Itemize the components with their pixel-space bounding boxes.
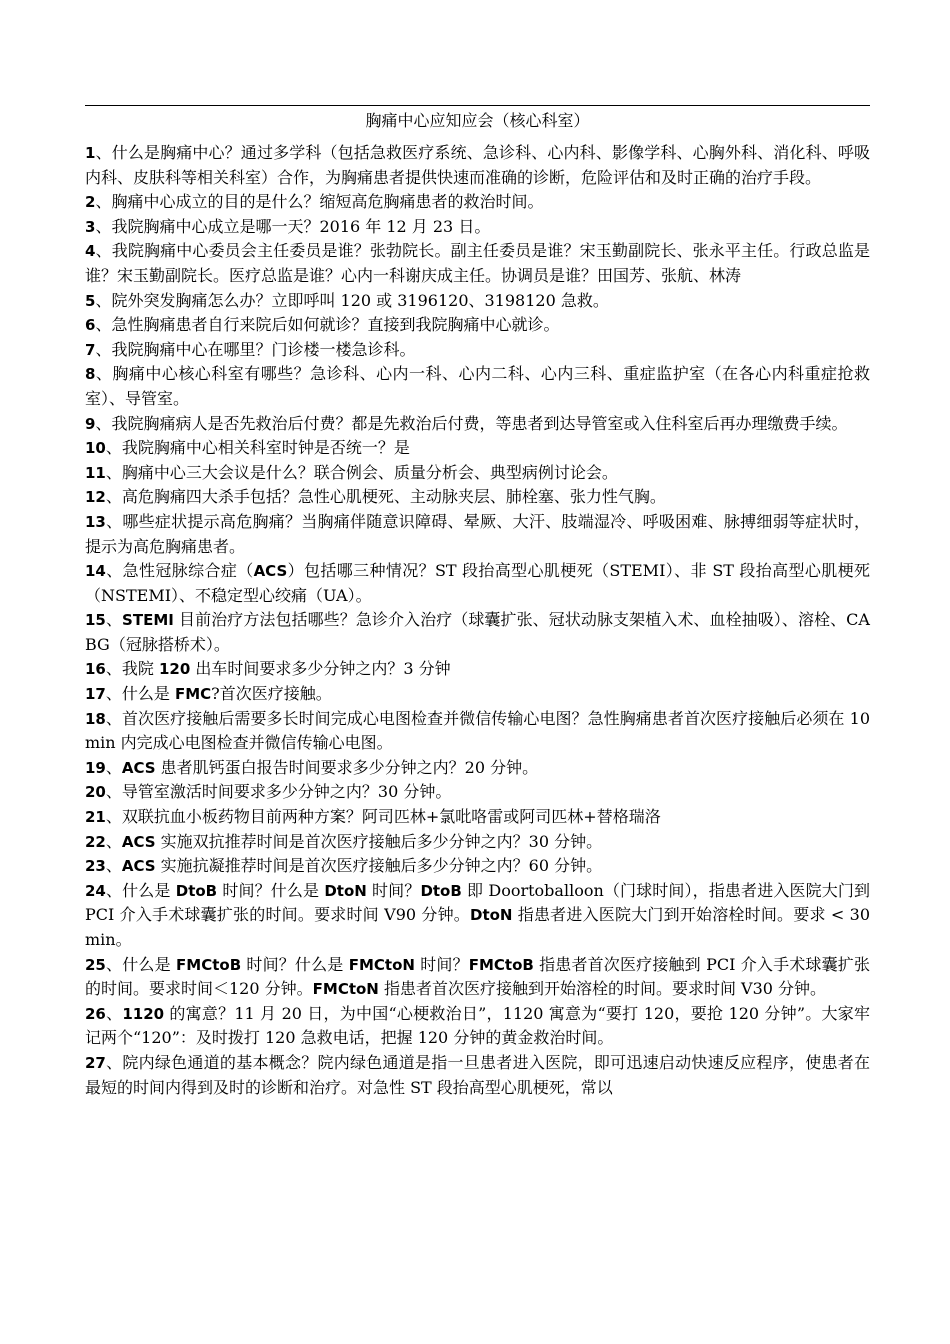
qa-item-term: ACS bbox=[121, 832, 156, 851]
qa-item-separator: 、 bbox=[105, 487, 122, 507]
qa-item-text: 实施双抗推荐时间是首次医疗接触后多少分钟之内？30 分钟。 bbox=[155, 831, 603, 851]
qa-item-text: 院内绿色通道的基本概念？院内绿色通道是指一旦患者进入医院，即可迅速启动快速反应程序，使患者在最短的时间内得到及时的诊断和治疗。对急性 ST 段抬高型心肌梗死，常以 bbox=[85, 1052, 870, 1097]
qa-item-term: ACS bbox=[121, 758, 156, 777]
qa-item-text: 的寓意？11 月 20 日，为中国“心梗救治日”，1120 寓意为“要打 120，要抢 120 分钟”。大家牢记两个“120”：及时拨打 120 急救电话，把握 120 分钟的黄金救治时间。 bbox=[85, 1003, 870, 1048]
qa-item-term: FMCtoB bbox=[468, 955, 534, 974]
qa-item-text: 双联抗血小板药物目前两种方案？阿司匹林+氯吡咯雷或阿司匹林+替格瑞洛 bbox=[121, 807, 661, 827]
qa-item bbox=[85, 461, 870, 486]
qa-item-term: ACS bbox=[253, 562, 288, 581]
qa-item-separator: 、 bbox=[105, 708, 122, 728]
qa-item-number: 20 bbox=[85, 783, 106, 802]
document-title: 胸痛中心应知应会（核心科室） bbox=[365, 111, 590, 130]
qa-item-number: 6 bbox=[85, 316, 96, 335]
qa-item-separator: 、 bbox=[105, 1052, 123, 1072]
qa-item-text: 胸痛中心核心科室有哪些？急诊科、心内一科、心内二科、心内三科、重症监护室（在各心内科重症抢救室）、导管室。 bbox=[85, 364, 870, 408]
qa-item-number: 5 bbox=[85, 291, 96, 310]
qa-item-separator: 、 bbox=[95, 192, 112, 212]
qa-item-number: 3 bbox=[85, 217, 96, 236]
qa-item-term: 120 bbox=[158, 660, 191, 679]
qa-item bbox=[85, 313, 870, 338]
qa-item bbox=[85, 830, 870, 855]
qa-item-separator: 、 bbox=[95, 413, 112, 433]
qa-item-number: 27 bbox=[85, 1053, 106, 1072]
qa-item-term: FMCtoN bbox=[312, 980, 379, 999]
qa-item-separator: 、 bbox=[105, 610, 123, 630]
qa-item-text: 指患者进入医院大门到开始溶栓时间。要求 < 30min。 bbox=[85, 905, 870, 949]
qa-item-separator: 、 bbox=[95, 216, 112, 236]
qa-item-term: FMCtoN bbox=[348, 955, 415, 974]
qa-item-separator: 、 bbox=[105, 856, 122, 876]
qa-item-number: 21 bbox=[85, 808, 106, 827]
qa-item-text: 指患者首次医疗接触到开始溶栓的时间。要求时间 V30 分钟。 bbox=[378, 979, 827, 999]
qa-item bbox=[85, 289, 870, 314]
qa-item-text: 时间？什么是 bbox=[241, 954, 349, 974]
qa-item bbox=[85, 953, 870, 1002]
qa-item-number: 9 bbox=[85, 414, 96, 433]
header-rule bbox=[85, 105, 870, 106]
qa-item-term: DtoB bbox=[175, 881, 218, 900]
qa-item-number: 19 bbox=[85, 758, 106, 777]
qa-item-text: 导管室激活时间要求多少分钟之内？30 分钟。 bbox=[121, 782, 452, 802]
qa-item bbox=[85, 510, 870, 559]
qa-item-text: 指患者首次医疗接触到 PCI 介入手术球囊扩张的时间。要求时间＜120 分钟。 bbox=[85, 954, 870, 999]
qa-item-text: 急性胸痛患者自行来院后如何就诊？直接到我院胸痛中心就诊。 bbox=[111, 315, 560, 335]
qa-item bbox=[85, 215, 870, 240]
qa-item bbox=[85, 780, 870, 805]
qa-item-number: 1 bbox=[85, 144, 96, 162]
qa-list bbox=[85, 141, 870, 1100]
qa-item-text: 实施抗凝推荐时间是首次医疗接触后多少分钟之内？60 分钟。 bbox=[155, 856, 603, 876]
qa-item-number: 2 bbox=[85, 193, 96, 212]
qa-item-separator: 、 bbox=[105, 438, 122, 458]
qa-item-number: 13 bbox=[85, 512, 106, 531]
qa-item-text: 目前治疗方法包括哪些？急诊介入治疗（球囊扩张、冠状动脉支架植入术、血栓抽吸）、溶栓、CABG（冠脉搭桥术）。 bbox=[85, 610, 870, 654]
qa-item-separator: 、 bbox=[105, 659, 122, 679]
qa-item-separator: 、 bbox=[95, 315, 112, 335]
qa-item-separator: 、 bbox=[95, 290, 112, 310]
qa-item-number: 15 bbox=[85, 611, 106, 630]
qa-item-number: 12 bbox=[85, 488, 106, 507]
qa-item bbox=[85, 559, 870, 608]
qa-item-separator: 、 bbox=[105, 831, 122, 851]
qa-item-text: 首次医疗接触后需要多长时间完成心电图检查并微信传输心电图？急性胸痛患者首次医疗接触后必须在 10min 内完成心电图检查并微信传输心电图。 bbox=[85, 708, 870, 753]
qa-item-number: 16 bbox=[85, 660, 106, 679]
qa-item bbox=[85, 657, 870, 682]
qa-item-text: ?首次医疗接触。 bbox=[211, 684, 332, 704]
qa-item-number: 7 bbox=[85, 340, 96, 359]
qa-item-number: 25 bbox=[85, 955, 106, 974]
qa-item bbox=[85, 805, 870, 830]
qa-item-number: 18 bbox=[85, 709, 106, 728]
qa-item-text: 时间？ bbox=[366, 880, 421, 900]
qa-item-text: 什么是胸痛中心？通过多学科（包括急救医疗系统、急诊科、心内科、影像学科、心胸外科、消化科、呼吸内科、皮肤科等相关科室）合作，为胸痛患者提供快速而准确的诊断，危险评估和及时正确的治疗手段。 bbox=[85, 143, 870, 187]
qa-item-text: 时间？什么是 bbox=[217, 880, 325, 900]
qa-item-text: 哪些症状提示高危胸痛？当胸痛伴随意识障碍、晕厥、大汗、肢端湿冷、呼吸困难、脉搏细弱等症状时，提示为高危胸痛患者。 bbox=[85, 511, 870, 556]
qa-item-separator: 、 bbox=[95, 364, 113, 384]
qa-item-text: 胸痛中心成立的目的是什么？缩短高危胸痛患者的救治时间。 bbox=[111, 192, 544, 212]
qa-item-number: 26 bbox=[85, 1004, 106, 1023]
qa-item bbox=[85, 141, 870, 190]
qa-item-text: 院外突发胸痛怎么办？立即呼叫 120 或 3196120、3198120 急救。 bbox=[111, 290, 609, 310]
qa-item bbox=[85, 608, 870, 657]
qa-item bbox=[85, 756, 870, 781]
qa-item-text: ）包括哪三种情况？ST 段抬高型心肌梗死（STEMI）、非 ST 段抬高型心肌梗死（NSTEMI）、不稳定型心绞痛（UA）。 bbox=[85, 561, 870, 605]
qa-item-text: 我院 bbox=[121, 659, 159, 679]
qa-item-text: 我院胸痛病人是否先救治后付费？都是先救治后付费，等患者到达导管室或入住科室后再办理缴费手续。 bbox=[111, 413, 848, 433]
qa-item-number: 14 bbox=[85, 562, 106, 581]
qa-item-number: 4 bbox=[85, 242, 96, 261]
qa-item-term: ACS bbox=[121, 857, 156, 876]
qa-item-number: 10 bbox=[85, 439, 106, 458]
qa-item-separator: 、 bbox=[105, 880, 123, 900]
qa-item-term: DtoN bbox=[324, 881, 367, 900]
qa-item-term: FMC bbox=[174, 685, 212, 704]
qa-item-text: 什么是 bbox=[121, 684, 175, 704]
qa-item-text: 高危胸痛四大杀手包括？急性心肌梗死、主动脉夹层、肺栓塞、张力性气胸。 bbox=[121, 487, 666, 507]
qa-item-number: 11 bbox=[85, 463, 106, 482]
qa-item-separator: 、 bbox=[105, 684, 122, 704]
qa-item-term: DtoB bbox=[420, 881, 462, 900]
qa-item bbox=[85, 239, 870, 288]
qa-item-text: 什么是 bbox=[122, 954, 177, 974]
qa-item-number: 17 bbox=[85, 685, 106, 704]
qa-item bbox=[85, 190, 870, 215]
qa-item-term: STEMI bbox=[122, 611, 174, 630]
qa-item bbox=[85, 879, 870, 953]
qa-item-text: 时间？ bbox=[414, 954, 469, 974]
qa-item-separator: 、 bbox=[105, 561, 123, 581]
qa-item bbox=[85, 362, 870, 411]
qa-item-number: 22 bbox=[85, 832, 106, 851]
qa-item-separator: 、 bbox=[105, 511, 123, 531]
qa-item-number: 23 bbox=[85, 857, 106, 876]
qa-item bbox=[85, 1002, 870, 1051]
qa-item bbox=[85, 707, 870, 756]
qa-item bbox=[85, 436, 870, 461]
qa-item-number: 8 bbox=[85, 365, 96, 384]
qa-item-separator: 、 bbox=[105, 462, 122, 482]
qa-item-text: 我院胸痛中心在哪里？门诊楼一楼急诊科。 bbox=[111, 339, 416, 359]
qa-item-text: 我院胸痛中心相关科室时钟是否统一？是 bbox=[121, 438, 410, 458]
qa-item-separator: 、 bbox=[105, 1003, 123, 1023]
qa-item-separator: 、 bbox=[95, 339, 112, 359]
qa-item-term: FMCtoB bbox=[176, 955, 242, 974]
qa-item bbox=[85, 412, 870, 437]
qa-item-separator: 、 bbox=[95, 241, 112, 261]
qa-item-separator: 、 bbox=[105, 782, 122, 802]
qa-item-term: 1120 bbox=[122, 1004, 165, 1023]
qa-item bbox=[85, 338, 870, 363]
qa-item-text: 什么是 bbox=[122, 880, 176, 900]
qa-item bbox=[85, 1051, 870, 1100]
qa-item-term: DtoN bbox=[470, 906, 513, 925]
qa-item-separator: 、 bbox=[95, 143, 112, 162]
qa-item-text: 即 Doortoballoon（门球时间），指患者进入医院大门到 PCI 介入手术球囊扩张的时间。要求时间 V90 分钟。 bbox=[85, 880, 870, 925]
qa-item-separator: 、 bbox=[105, 807, 122, 827]
qa-item-separator: 、 bbox=[105, 954, 123, 974]
qa-item-text: 我院胸痛中心成立是哪一天？2016 年 12 月 23 日。 bbox=[111, 216, 491, 236]
qa-item-text: 我院胸痛中心委员会主任委员是谁？张勃院长。副主任委员是谁？宋玉勤副院长、张永平主任。行政总监是谁？宋玉勤副院长。医疗总监是谁？心内一科谢庆成主任。协调员是谁？田国芳、张航、林涛 bbox=[85, 241, 870, 285]
qa-item-text: 胸痛中心三大会议是什么？联合例会、质量分析会、典型病例讨论会。 bbox=[121, 462, 618, 482]
qa-item bbox=[85, 682, 870, 707]
qa-item-text: 急性冠脉综合症（ bbox=[122, 561, 254, 581]
qa-item-text: 出车时间要求多少分钟之内？3 分钟 bbox=[190, 659, 451, 679]
qa-item-text: 患者肌钙蛋白报告时间要求多少分钟之内？20 分钟。 bbox=[155, 757, 539, 777]
qa-item-separator: 、 bbox=[105, 757, 122, 777]
qa-item bbox=[85, 854, 870, 879]
qa-item-number: 24 bbox=[85, 881, 106, 900]
qa-item bbox=[85, 485, 870, 510]
